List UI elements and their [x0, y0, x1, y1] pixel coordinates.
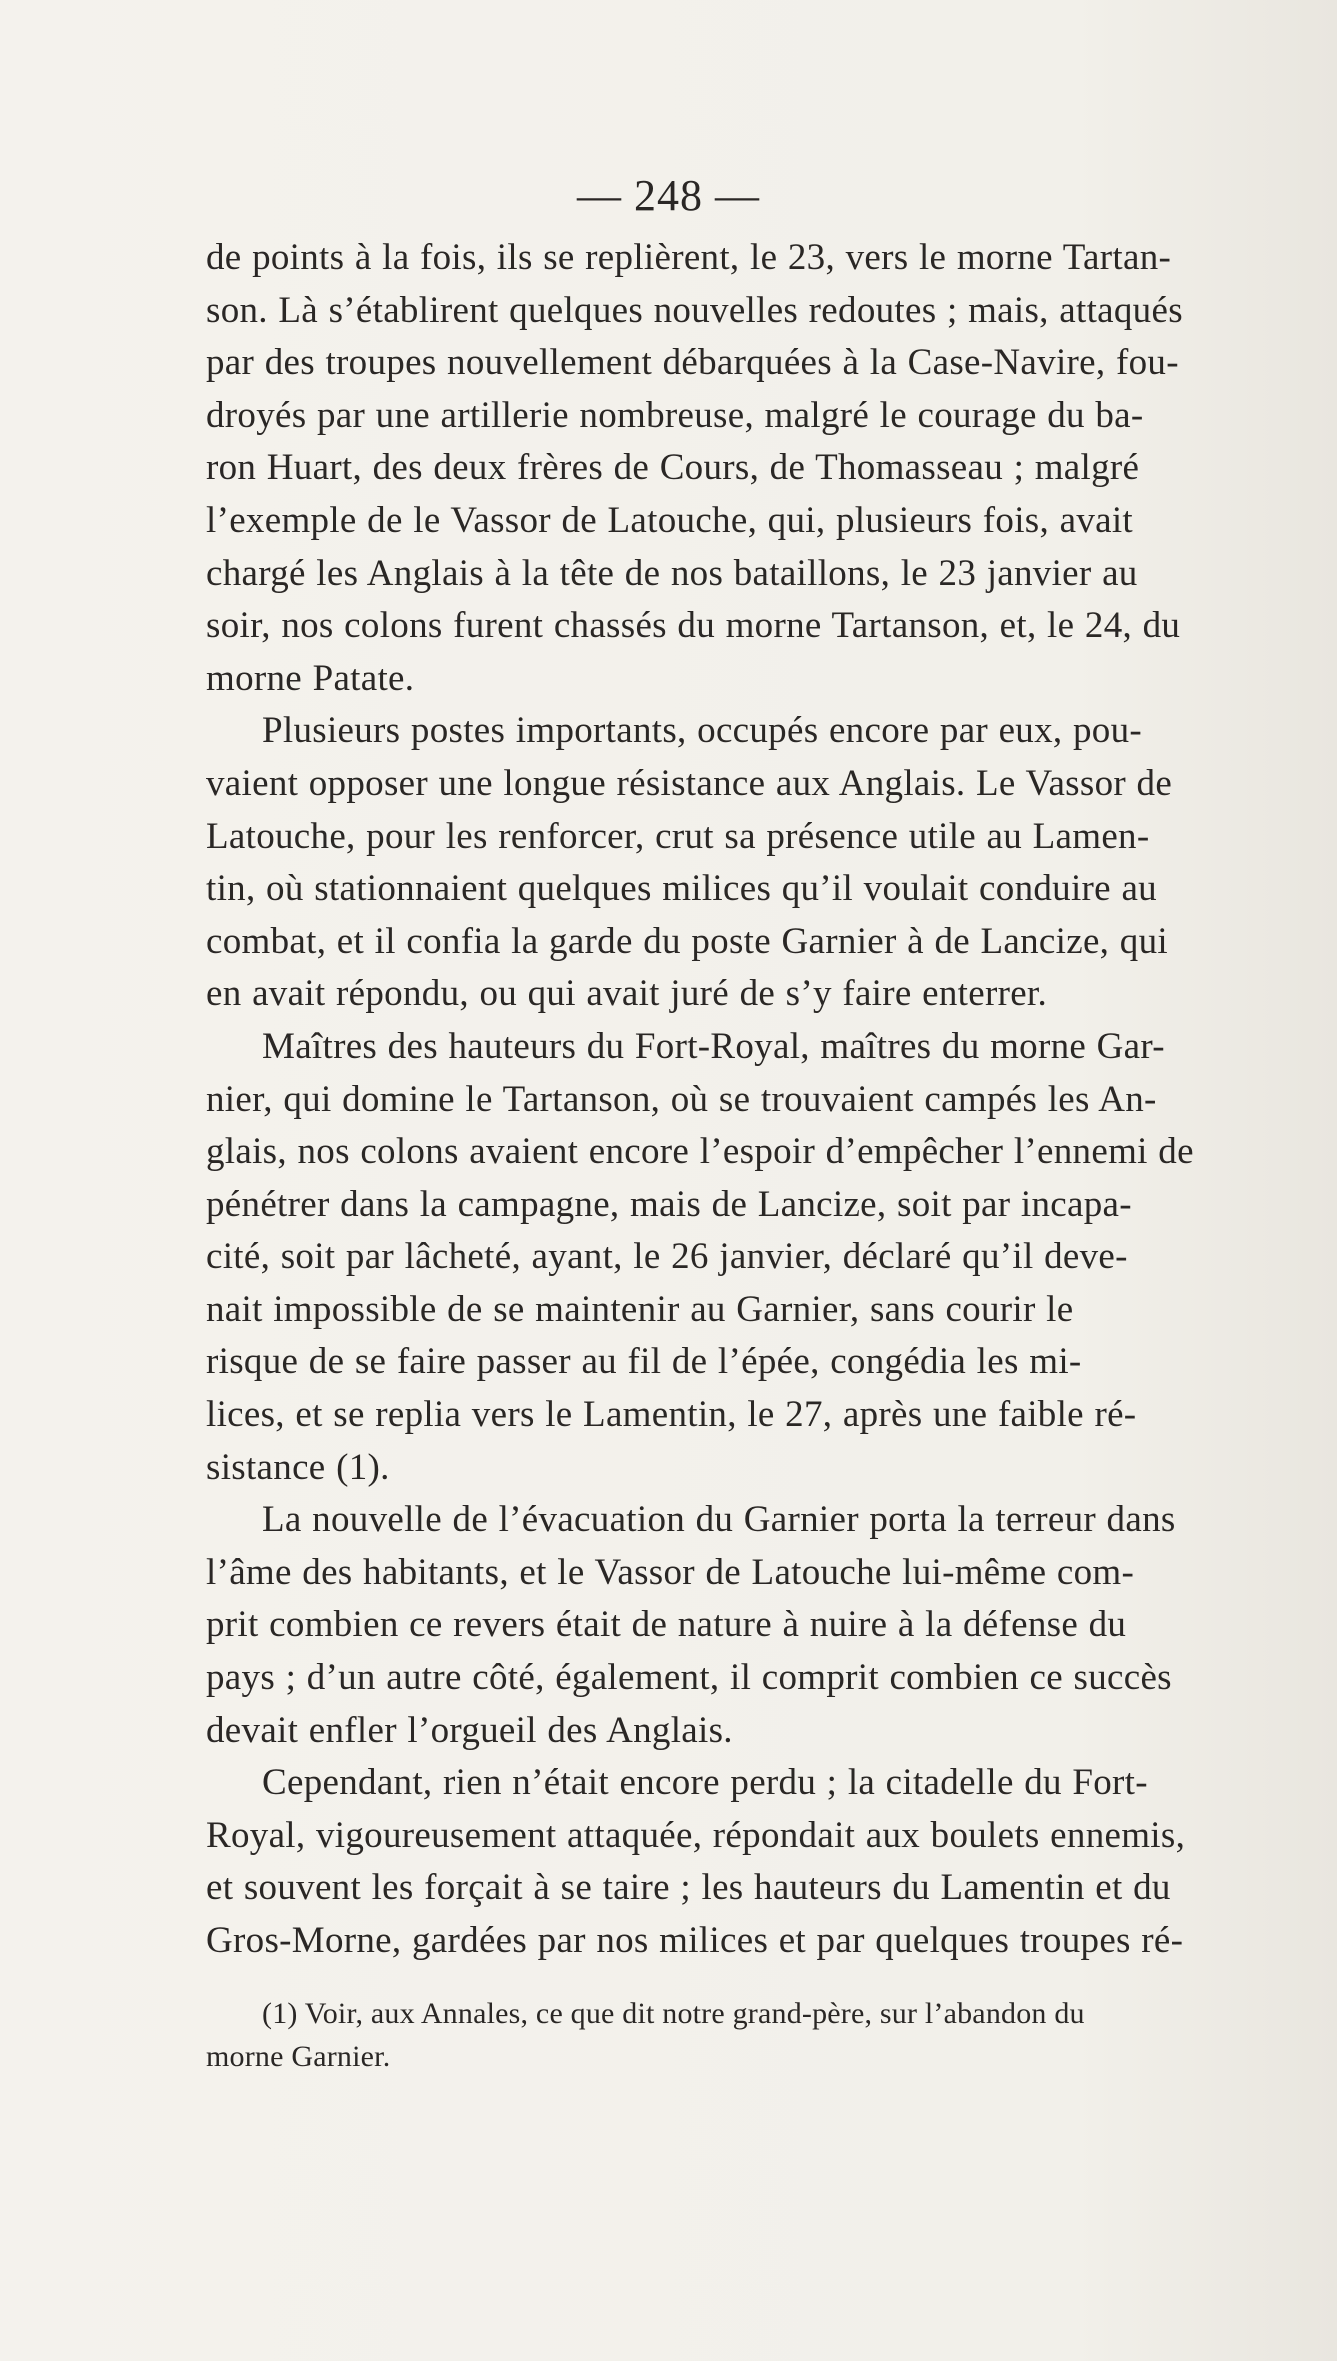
paragraph-maitres-des-hauteurs: Maîtres des hauteurs du Fort-Royal, maîtres du morne Gar- nier, qui domine le Tartanson, où se trouvaient campés les An- glais, nos colons avaient encore l’espoir d’empêcher l’ennemi de pénétrer dans la campagne, mais de Lancize, soit par incapa- cité, soit par lâcheté, ayant, le 26 janvier, déclaré qu’il deve- nait impossible de se maintenir au Garnier, sans courir le risque de se faire passer au fil de l’épée, congédia les mi- lices, et se replia vers le Lamentin, le 27, après une faible ré- sistance (1). [206, 1025, 1194, 1488]
page-number: — 248 — [577, 171, 760, 220]
paragraph-nouvelle-evacuation: La nouvelle de l’évacuation du Garnier porta la terreur dans l’âme des habitants, et le Vassor de Latouche lui-même com- prit combien ce revers était de nature à nuire à la défense du pays ; d’un autre côté, également, il comprit combien ce succès devait enfler l’orgueil des Anglais. [206, 1499, 1176, 1751]
paragraph-cependant: Cependant, rien n’était encore perdu ; la citadelle du Fort- Royal, vigoureusement attaquée, répondait aux boulets ennemis, et souvent les forçait à se taire ; les hauteurs du Lamentin et du Gros-Morne, gardées par nos milices et par quelques troupes ré- [206, 1762, 1186, 1961]
paragraph-continuation: de points à la fois, ils se replièrent, le 23, vers le morne Tartan- son. Là s’établirent quelques nouvelles redoutes ; mais, attaqués par des troupes nouvellement débarquées à la Case-Navire, fou- droyés par une artillerie nombreuse, malgré le courage du ba- ron Huart, des deux frères de Cours, de Thomasseau ; malgré l’exemple de le Vassor de Latouche, qui, plusieurs fois, avait chargé les Anglais à la tête de nos bataillons, le 23 janvier au soir, nos colons furent chassés du morne Tartanson, et, le 24, du morne Patate. [206, 237, 1183, 699]
paragraph-postes-importants: Plusieurs postes importants, occupés encore par eux, pou- vaient opposer une longue résistance aux Anglais. Le Vassor de Latouche, pour les renforcer, crut sa présence utile au Lamen- tin, où stationnaient quelques milices qu’il voulait conduire au combat, et il confia la garde du poste Garnier à de Lancize, qui en avait répondu, ou qui avait juré de s’y faire enterrer. [206, 710, 1173, 1015]
body-text [206, 232, 1304, 1968]
footnote: (1) Voir, aux Annales, ce que dit notre grand-père, sur l’abandon du morne Garnier. [206, 1997, 1085, 2073]
